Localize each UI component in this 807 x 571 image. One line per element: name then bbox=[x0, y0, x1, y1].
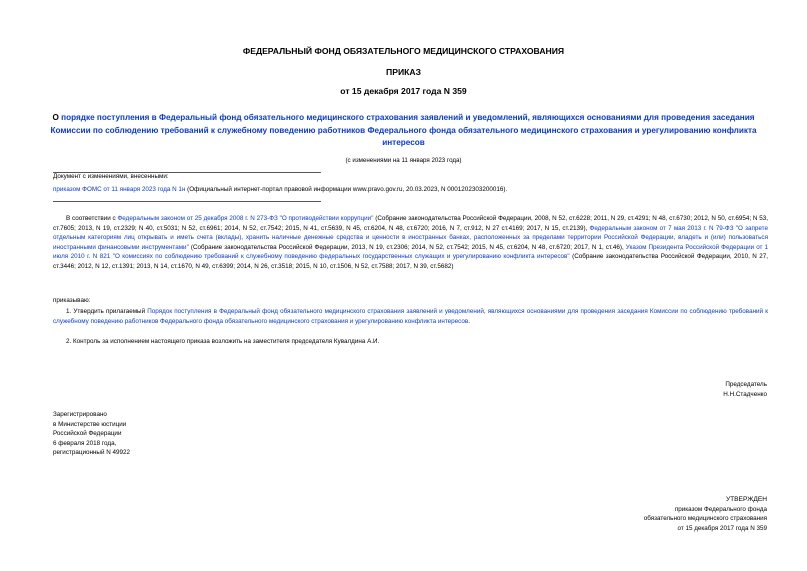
document-title bbox=[40, 112, 767, 150]
divider-bottom bbox=[53, 201, 321, 202]
decree-821-link[interactable]: Указом Президента Российской Федерации от 1 июля 2010 г. N 821 "О комиссиях по соблюдению требований к служебному поведению федеральных государственных служащих и урегулированию конфликта интересов" bbox=[53, 243, 769, 261]
changes-note: (с изменениями на 11 января 2023 года) bbox=[345, 157, 462, 164]
document-date-number: от 15 декабря 2017 года N 359 bbox=[340, 86, 467, 96]
registration-line-4: 6 февраля 2018 года, bbox=[53, 439, 117, 447]
signature-name: Н.Н.Стадченко bbox=[723, 390, 767, 398]
document-type: ПРИКАЗ bbox=[386, 67, 421, 77]
registration-line-5: регистрационный N 49922 bbox=[53, 449, 131, 457]
revision-order-link[interactable]: приказом ФОМС от 11 января 2023 года N 1н bbox=[53, 186, 186, 193]
preamble-text-a: В соответствии с bbox=[66, 215, 118, 222]
title-link[interactable]: порядке поступления в Федеральный фонд обязательного медицинского страхования заявлений и уведомлений, являющихся основаниями для проведения заседания Комиссии по соблюдению требований к служебному поведению работников Федерального фонда обязательного медицинского страхования и урегулированию конфликта интересов bbox=[50, 113, 757, 147]
registration-block bbox=[53, 410, 130, 458]
registration-line-2: в Министерстве юстиции bbox=[53, 420, 127, 428]
revisions-line bbox=[53, 185, 507, 195]
law-79-link[interactable]: Федеральным законом от 7 мая 2013 г. N 79-ФЗ "О запрете отдельным категориям лиц открывать и иметь счета (вклады), хранить наличные денежные средства и ценности в иностранных банках, расположенных за пределами территории Российской Федерации, владеть и (или) пользоваться иностранными финансовыми инструментами" bbox=[53, 224, 768, 251]
approved-line-2: обязательного медицинского страхования bbox=[643, 515, 767, 523]
preamble-text-c: (Собрание законодательства Российской Федерации, 2013, N 19, ст.2306; 2014, N 52, ст.7542; 2015, N 45, ст.6204, N 48, ст.6720; 2017, N 1, ст.46), bbox=[188, 243, 626, 251]
approved-title: УТВЕРЖДЕН bbox=[725, 496, 767, 503]
revisions-label: Документ с изменениями, внесенными: bbox=[53, 173, 169, 180]
registration-line-3: Российской Федерации bbox=[53, 430, 122, 438]
approved-line-3: от 15 декабря 2017 года N 359 bbox=[677, 524, 767, 532]
preamble-paragraph bbox=[53, 214, 768, 272]
procedure-link[interactable]: Порядок поступления в Федеральный фонд обязательного медицинского страхования заявлений и уведомлений, являющихся основаниями для проведения заседания Комиссии по соблюдению требований к служебному поведению работников Федерального фонда обязательного медицинского страхования и урегулированию конфликта интересов bbox=[53, 308, 769, 325]
item-1-text-b: . bbox=[468, 317, 470, 325]
order-word: приказываю: bbox=[53, 297, 91, 304]
item-1-paragraph bbox=[53, 307, 768, 326]
issuing-organization: ФЕДЕРАЛЬНЫЙ ФОНД ОБЯЗАТЕЛЬНОГО МЕДИЦИНСКОГО СТРАХОВАНИЯ bbox=[242, 46, 565, 56]
title-lead: О bbox=[52, 113, 62, 122]
law-273-link[interactable]: Федеральным законом от 25 декабря 2008 г. N 273-ФЗ "О противодействии коррупции" bbox=[117, 215, 374, 222]
preamble-text-b: (Собрание законодательства Российской Федерации, 2008, N 52, ст.6228; 2011, N 29, ст.4291; N 48, ст.6730; 2012, N 50, ст.6954; N 53, ст.7605; 2013, N 19, ст.2329; N 40, ст.5031; N 52, ст.6961; 2014, N 52, ст.7542; 2015, N 41, ст.5639, N 45, ст.6204, N 48, ст.6720; 2016, N 7, ст.912, N 27 ст.4169; 2017, N 15, ст.2139), bbox=[53, 215, 768, 232]
revision-source: (Официальный интернет-портал правовой информации www.pravo.gov.ru, 20.03.2023, N 0001202303200016). bbox=[185, 186, 508, 193]
item-2-paragraph: 2. Контроль за исполнением настоящего приказа возложить на заместителя председателя Кувалдина А.И. bbox=[66, 338, 380, 345]
signature-block bbox=[723, 380, 767, 399]
registration-line-1: Зарегистрировано bbox=[53, 411, 107, 418]
approved-line-1: приказом Федерального фонда bbox=[674, 505, 767, 513]
approved-block bbox=[644, 495, 767, 533]
item-1-text-a: 1. Утвердить прилагаемый bbox=[66, 308, 148, 315]
preamble-text-d: (Собрание законодательства Российской Федерации, 2010, N 27, ст.3446; 2012, N 12, ст.1391; 2013, N 14, ст.1670, N 49, ст.6399; 2014, N 26, ст.3518; 2015, N 10, ст.1506, N 52, ст.7588; 2017, N 39, ст.5682) bbox=[53, 253, 769, 270]
signature-role: Председатель bbox=[725, 381, 767, 388]
